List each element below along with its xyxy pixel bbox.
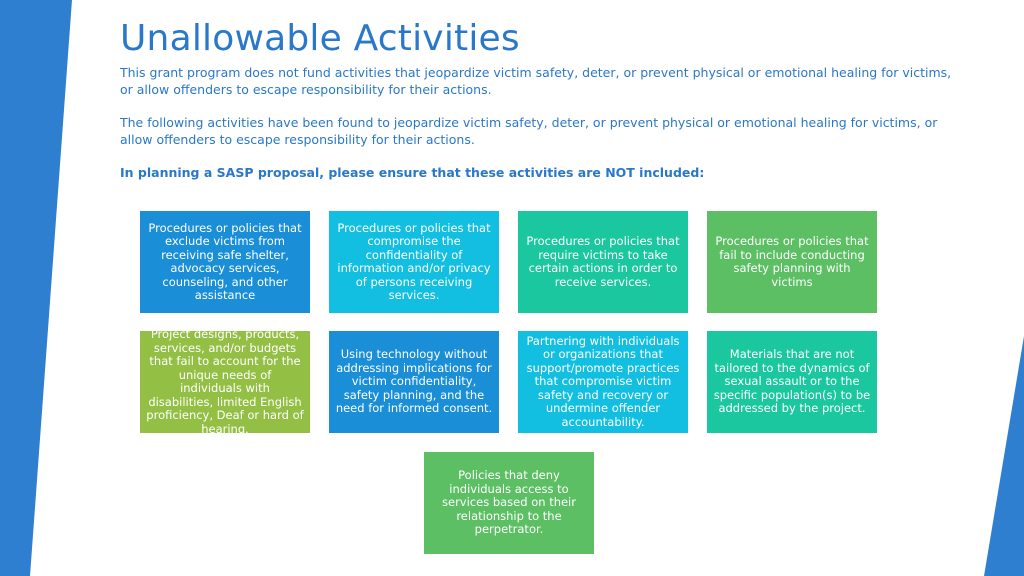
found-paragraph: The following activities have been found to jeopardize victim safety, deter, or prevent physical or emotional healing for victims, or allow offenders to escape responsibility for their actions. — [120, 115, 938, 147]
activity-box-exclude-victims — [140, 211, 310, 313]
activity-text: Project designs, products, services, and/or budgets that fail to account for the unique needs of individuals with disabilities, limited English proficiency, Deaf or hard of hearing. — [146, 327, 304, 436]
activity-box-require-actions — [518, 211, 688, 313]
activity-text: Procedures or policies that exclude victims from receiving safe shelter, advocacy services, counseling, and other assistance — [148, 220, 302, 302]
activity-text: Using technology without addressing implications for victim confidentiality, safety planning, and the need for informed consent. — [335, 347, 493, 416]
activity-text: Materials that are not tailored to the dynamics of sexual assault or to the specific population(s) to be addressed by the project. — [713, 347, 871, 416]
activity-box-technology — [329, 331, 499, 433]
right-accent-stripe — [984, 0, 1024, 576]
activity-box-confidentiality — [329, 211, 499, 313]
slide-title: Unallowable Activities — [120, 18, 520, 59]
activity-box-materials — [707, 331, 877, 433]
activity-box-safety-planning — [707, 211, 877, 313]
intro-paragraph: This grant program does not fund activities that jeopardize victim safety, deter, or prevent physical or emotional healing for victims, or allow offenders to escape responsibility for their actions. — [120, 65, 952, 97]
left-accent-stripe — [0, 0, 72, 576]
instruction-text: In planning a SASP proposal, please ensure that these activities are NOT included: — [120, 165, 705, 180]
activity-text: Policies that deny individuals access to services based on their relationship to the perpetrator. — [442, 468, 576, 537]
activity-box-deny-access — [424, 452, 594, 554]
activity-text: Procedures or policies that fail to include conducting safety planning with victims — [715, 234, 869, 289]
activity-text: Partnering with individuals or organizations that support/promote practices that compromise victim safety and recovery or undermine offender accountability. — [526, 333, 680, 429]
activity-text: Procedures or policies that require victims to take certain actions in order to receive services. — [526, 234, 680, 289]
activity-text: Procedures or policies that compromise the confidentiality of information and/or privacy of persons receiving services. — [337, 220, 491, 302]
activity-box-disabilities — [140, 327, 310, 436]
activity-box-partnering — [518, 331, 688, 433]
